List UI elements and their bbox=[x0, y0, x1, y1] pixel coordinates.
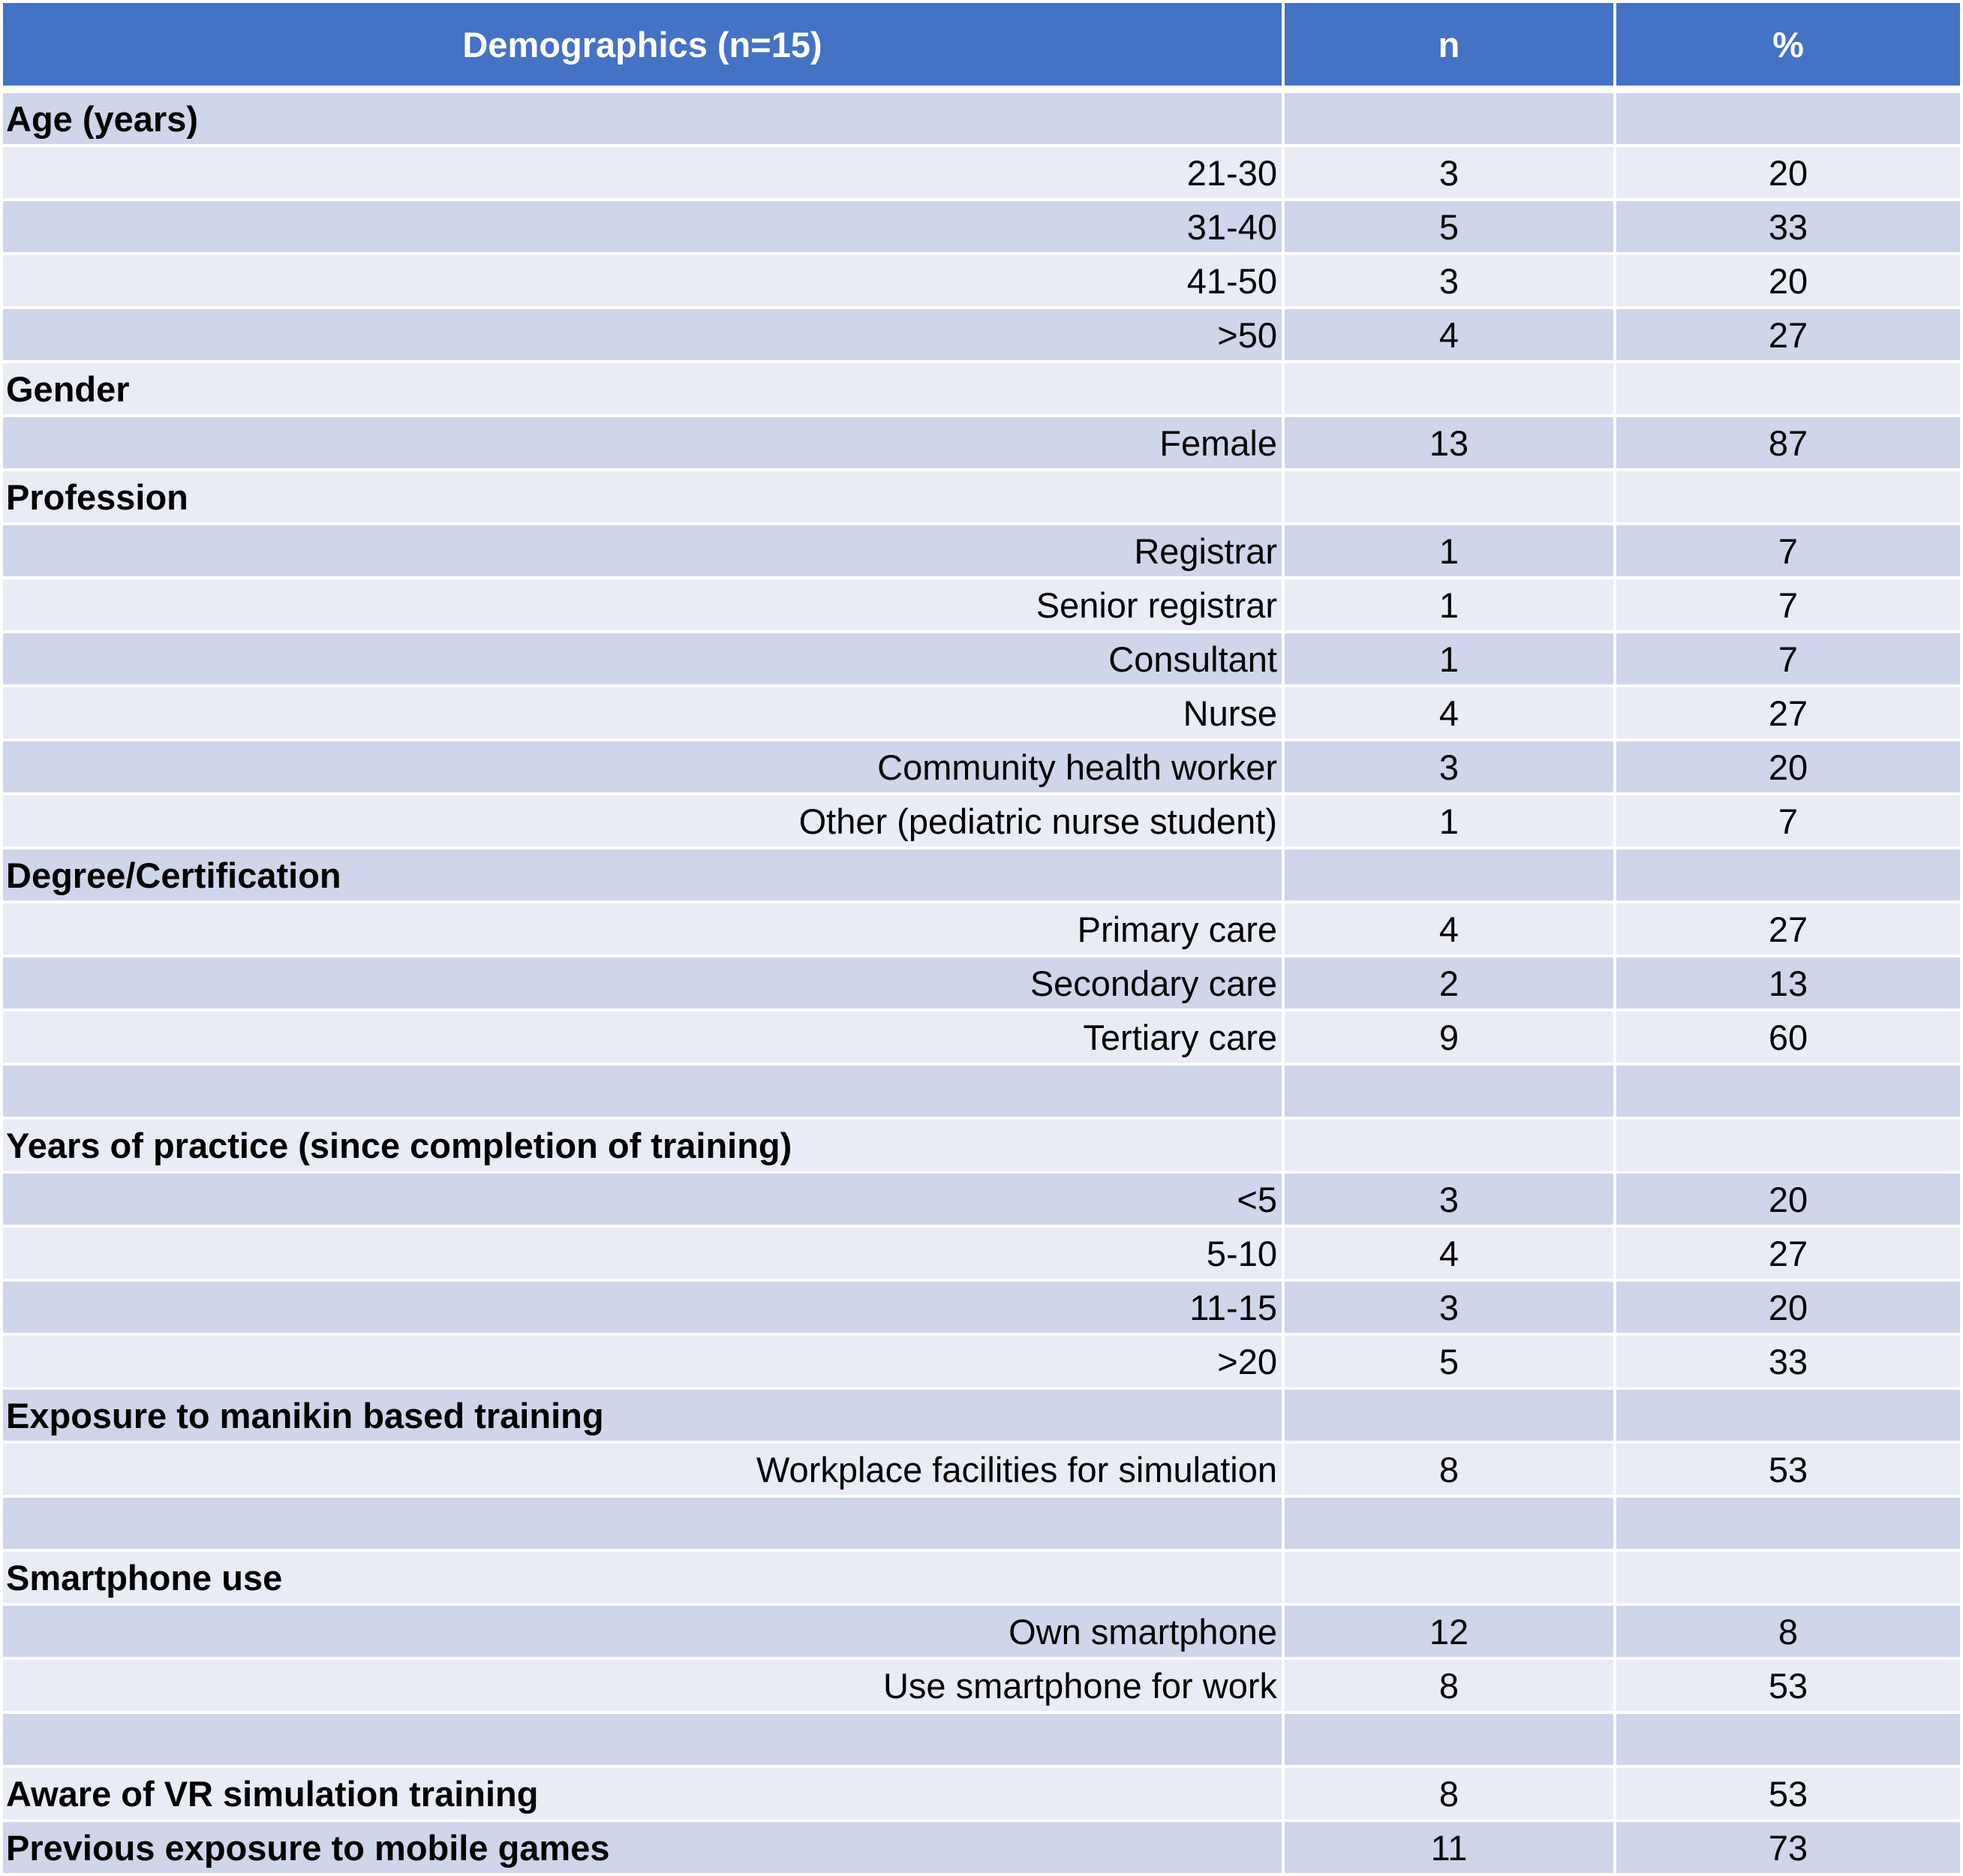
row-label: 5-10 bbox=[3, 1228, 1282, 1279]
category-label: Exposure to manikin based training bbox=[3, 1390, 1282, 1441]
percent-value bbox=[1616, 1120, 1960, 1171]
table-row bbox=[3, 1822, 1960, 1873]
percent-value: 27 bbox=[1616, 309, 1960, 360]
blank-cell bbox=[3, 1714, 1282, 1765]
table-row bbox=[3, 471, 1960, 522]
row-label: Use smartphone for work bbox=[3, 1660, 1282, 1711]
n-value: 8 bbox=[1285, 1660, 1613, 1711]
percent-value: 60 bbox=[1616, 1012, 1960, 1063]
header-percent: % bbox=[1616, 3, 1960, 86]
table-row bbox=[3, 795, 1960, 846]
row-label: Workplace facilities for simulation bbox=[3, 1444, 1282, 1495]
table-row bbox=[3, 201, 1960, 252]
table-row bbox=[3, 1012, 1960, 1063]
row-label: <5 bbox=[3, 1174, 1282, 1225]
percent-value: 27 bbox=[1616, 687, 1960, 738]
table-header-row bbox=[3, 3, 1960, 86]
table-row bbox=[3, 417, 1960, 468]
percent-value: 20 bbox=[1616, 147, 1960, 198]
table-row bbox=[3, 1066, 1960, 1117]
table-row bbox=[3, 525, 1960, 576]
percent-value: 53 bbox=[1616, 1768, 1960, 1819]
row-label: Own smartphone bbox=[3, 1606, 1282, 1657]
table-row bbox=[3, 1282, 1960, 1333]
blank-cell bbox=[3, 1498, 1282, 1549]
row-label: Registrar bbox=[3, 525, 1282, 576]
n-value: 1 bbox=[1285, 579, 1613, 630]
percent-value: 33 bbox=[1616, 201, 1960, 252]
n-value: 4 bbox=[1285, 903, 1613, 955]
n-value bbox=[1285, 93, 1613, 144]
table-row bbox=[3, 363, 1960, 414]
table-row bbox=[3, 1714, 1960, 1765]
percent-value bbox=[1616, 849, 1960, 900]
category-label: Smartphone use bbox=[3, 1552, 1282, 1603]
n-value: 4 bbox=[1285, 687, 1613, 738]
row-label: Other (pediatric nurse student) bbox=[3, 795, 1282, 846]
percent-value: 13 bbox=[1616, 958, 1960, 1009]
n-value: 1 bbox=[1285, 795, 1613, 846]
table-row bbox=[3, 849, 1960, 900]
n-value: 12 bbox=[1285, 1606, 1613, 1657]
table-row bbox=[3, 93, 1960, 144]
row-label: Primary care bbox=[3, 903, 1282, 955]
percent-value: 20 bbox=[1616, 1282, 1960, 1333]
category-label: Gender bbox=[3, 363, 1282, 414]
table-row bbox=[3, 741, 1960, 792]
percent-value: 33 bbox=[1616, 1336, 1960, 1387]
percent-value: 8 bbox=[1616, 1606, 1960, 1657]
header-demographics: Demographics (n=15) bbox=[3, 3, 1282, 86]
table-row bbox=[3, 1120, 1960, 1171]
table-row bbox=[3, 1444, 1960, 1495]
category-label: Degree/Certification bbox=[3, 849, 1282, 900]
table-row bbox=[3, 147, 1960, 198]
n-value: 3 bbox=[1285, 1282, 1613, 1333]
table-row bbox=[3, 309, 1960, 360]
n-value bbox=[1285, 1390, 1613, 1441]
table-row bbox=[3, 687, 1960, 738]
table-row bbox=[3, 255, 1960, 306]
percent-value bbox=[1616, 93, 1960, 144]
row-label: 41-50 bbox=[3, 255, 1282, 306]
category-label: Previous exposure to mobile games bbox=[3, 1822, 1282, 1873]
n-value: 1 bbox=[1285, 525, 1613, 576]
n-value: 11 bbox=[1285, 1822, 1613, 1873]
row-label: >20 bbox=[3, 1336, 1282, 1387]
percent-value: 20 bbox=[1616, 741, 1960, 792]
n-value: 5 bbox=[1285, 201, 1613, 252]
n-value: 3 bbox=[1285, 255, 1613, 306]
demographics-table bbox=[3, 3, 1960, 1876]
n-value: 13 bbox=[1285, 417, 1613, 468]
percent-value: 7 bbox=[1616, 795, 1960, 846]
n-value: 2 bbox=[1285, 958, 1613, 1009]
table-row bbox=[3, 903, 1960, 955]
table-row bbox=[3, 1660, 1960, 1711]
percent-value: 7 bbox=[1616, 579, 1960, 630]
table-body bbox=[3, 93, 1960, 1873]
percent-value: 53 bbox=[1616, 1444, 1960, 1495]
table-row bbox=[3, 1228, 1960, 1279]
blank-cell bbox=[3, 1066, 1282, 1117]
n-value: 3 bbox=[1285, 147, 1613, 198]
percent-value bbox=[1616, 471, 1960, 522]
category-label: Age (years) bbox=[3, 93, 1282, 144]
percent-value: 7 bbox=[1616, 633, 1960, 684]
row-label: Tertiary care bbox=[3, 1012, 1282, 1063]
row-label: Senior registrar bbox=[3, 579, 1282, 630]
table-row bbox=[3, 1768, 1960, 1819]
n-value: 8 bbox=[1285, 1444, 1613, 1495]
percent-value bbox=[1616, 1066, 1960, 1117]
header-n: n bbox=[1285, 3, 1613, 86]
percent-value: 20 bbox=[1616, 1174, 1960, 1225]
category-label: Years of practice (since completion of training) bbox=[3, 1120, 1282, 1171]
percent-value: 27 bbox=[1616, 903, 1960, 955]
row-label: Secondary care bbox=[3, 958, 1282, 1009]
table-row bbox=[3, 1390, 1960, 1441]
percent-value bbox=[1616, 1498, 1960, 1549]
n-value bbox=[1285, 363, 1613, 414]
row-label: Community health worker bbox=[3, 741, 1282, 792]
n-value: 9 bbox=[1285, 1012, 1613, 1063]
table-row bbox=[3, 1606, 1960, 1657]
n-value bbox=[1285, 1498, 1613, 1549]
percent-value: 87 bbox=[1616, 417, 1960, 468]
table-row bbox=[3, 958, 1960, 1009]
row-label: 11-15 bbox=[3, 1282, 1282, 1333]
n-value: 5 bbox=[1285, 1336, 1613, 1387]
n-value bbox=[1285, 1714, 1613, 1765]
row-label: Nurse bbox=[3, 687, 1282, 738]
row-label: Consultant bbox=[3, 633, 1282, 684]
n-value bbox=[1285, 849, 1613, 900]
category-label: Aware of VR simulation training bbox=[3, 1768, 1282, 1819]
n-value bbox=[1285, 1120, 1613, 1171]
n-value: 4 bbox=[1285, 309, 1613, 360]
n-value: 8 bbox=[1285, 1768, 1613, 1819]
n-value bbox=[1285, 1066, 1613, 1117]
percent-value bbox=[1616, 363, 1960, 414]
percent-value: 20 bbox=[1616, 255, 1960, 306]
percent-value bbox=[1616, 1390, 1960, 1441]
n-value bbox=[1285, 471, 1613, 522]
n-value bbox=[1285, 1552, 1613, 1603]
table-row bbox=[3, 1336, 1960, 1387]
row-label: 31-40 bbox=[3, 201, 1282, 252]
percent-value bbox=[1616, 1714, 1960, 1765]
row-label: Female bbox=[3, 417, 1282, 468]
n-value: 1 bbox=[1285, 633, 1613, 684]
percent-value: 73 bbox=[1616, 1822, 1960, 1873]
n-value: 3 bbox=[1285, 1174, 1613, 1225]
table-row bbox=[3, 633, 1960, 684]
table-row bbox=[3, 1552, 1960, 1603]
table-row bbox=[3, 1498, 1960, 1549]
n-value: 3 bbox=[1285, 741, 1613, 792]
table-row bbox=[3, 1174, 1960, 1225]
row-label: 21-30 bbox=[3, 147, 1282, 198]
category-label: Profession bbox=[3, 471, 1282, 522]
percent-value: 53 bbox=[1616, 1660, 1960, 1711]
percent-value bbox=[1616, 1552, 1960, 1603]
table-row bbox=[3, 579, 1960, 630]
row-label: >50 bbox=[3, 309, 1282, 360]
percent-value: 7 bbox=[1616, 525, 1960, 576]
percent-value: 27 bbox=[1616, 1228, 1960, 1279]
n-value: 4 bbox=[1285, 1228, 1613, 1279]
